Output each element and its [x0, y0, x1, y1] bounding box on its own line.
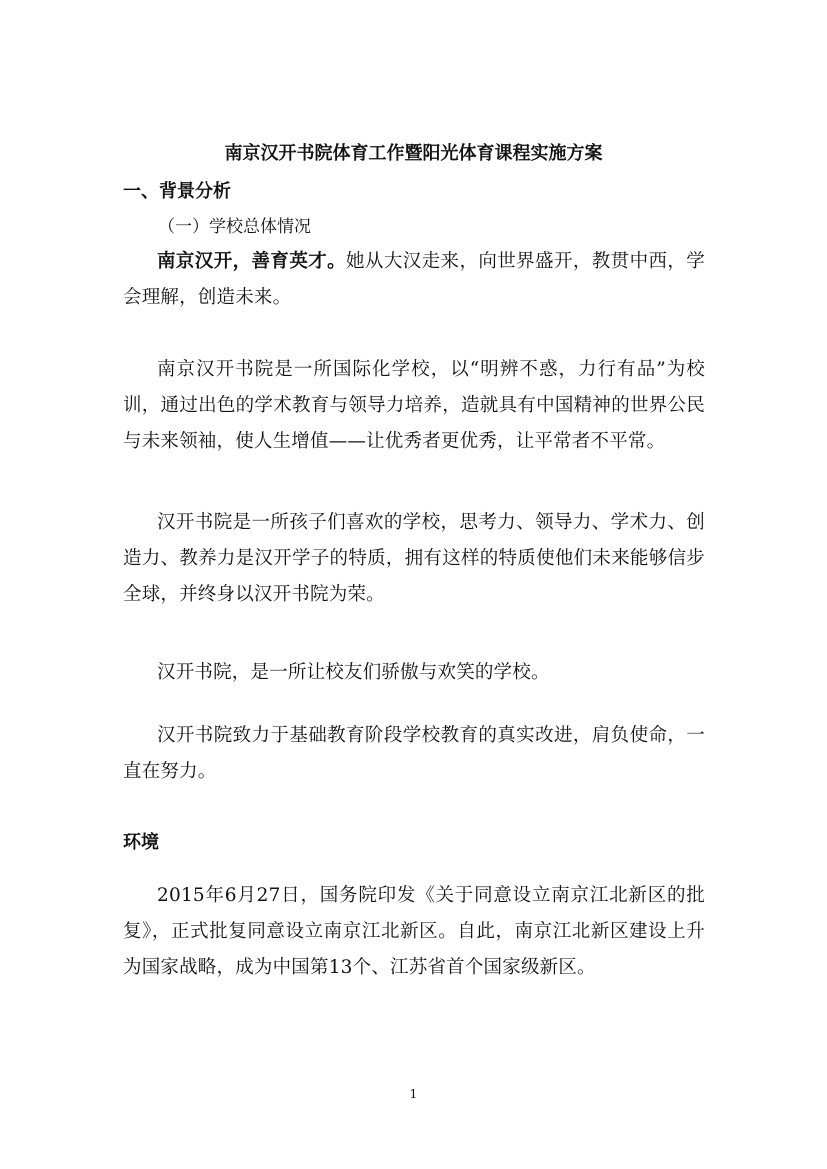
subsection-heading-school-overview: （一）学校总体情况: [158, 217, 311, 237]
paragraph-jiangbei-district: 2015年6月27日，国务院印发《关于同意设立南京江北新区的批复》，正式批复同意设立南京江北新区。自此，南京江北新区建设上升为国家战略，成为中国第13个、江苏省首个国家级新区。: [123, 885, 705, 978]
section-heading-background: 一、背景分析: [123, 181, 231, 202]
paragraph-mission: 汉开书院致力于基础教育阶段学校教育的真实改进，肩负使命，一直在努力。: [123, 725, 705, 782]
intro-text: 她从大汉走来，向世界盛开，教贯中西，学会理解，创造未来。: [123, 251, 705, 308]
paragraph-alumni: 汉开书院，是一所让校友们骄傲与欢笑的学校。: [157, 662, 550, 683]
section-heading-environment: 环境: [123, 832, 159, 853]
intro-bold-text: 南京汉开，善育英才。: [157, 251, 347, 272]
paragraph-school-motto: 南京汉开书院是一所国际化学校，以“明辨不惑，力行有品”为校训，通过出色的学术教育与领导力培养，造就具有中国精神的世界公民与未来领袖，使人生增值——让优秀者更优秀，让平常者不平常。: [123, 359, 705, 452]
document-title: 南京汉开书院体育工作暨阳光体育课程实施方案: [224, 143, 603, 164]
page-number: 1: [409, 1087, 418, 1101]
paragraph-student-traits: 汉开书院是一所孩子们喜欢的学校，思考力、领导力、学术力、创造力、教养力是汉开学子的特质，拥有这样的特质使他们未来能够信步全球，并终身以汉开书院为荣。: [123, 512, 705, 605]
paragraph-intro: [123, 244, 705, 316]
